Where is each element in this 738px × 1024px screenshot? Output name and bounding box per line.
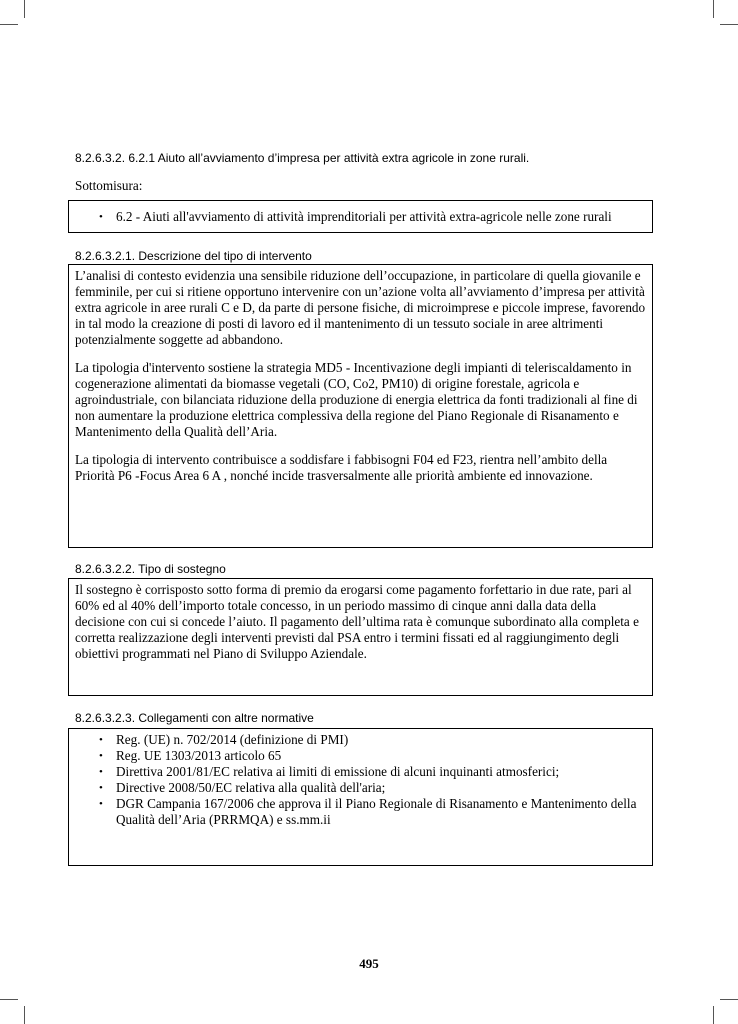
page-number: 495 bbox=[359, 956, 379, 971]
description-box bbox=[68, 264, 653, 548]
links-heading: 8.2.6.3.2.3. Collegamenti con altre normative bbox=[75, 711, 314, 725]
description-heading: 8.2.6.3.2.1. Descrizione del tipo di intervento bbox=[75, 249, 312, 263]
description-paragraph: La tipologia di intervento contribuisce a soddisfare i fabbisogni F04 ed F23, rientra nell’ambito della Priorità P6 -Focus Area 6 A , nonché incide trasversalmente alle priorità ambiente ed innovazione. bbox=[75, 452, 608, 483]
links-box bbox=[68, 728, 653, 866]
crop-mark bbox=[24, 1006, 25, 1024]
list-item: • DGR Campania 167/2006 che approva il il Piano Regionale di Risanamento e Mantenimento della Qualità dell’Aria (PRRMQA) e ss.mm.ii bbox=[99, 796, 637, 827]
support-heading: 8.2.6.3.2.2. Tipo di sostegno bbox=[75, 562, 226, 576]
bullet-icon: • bbox=[99, 766, 103, 778]
bullet-icon: • bbox=[99, 734, 103, 746]
list-item: • Direttiva 2001/81/EC relativa ai limiti di emissione di alcuni inquinanti atmosferici; bbox=[99, 764, 560, 779]
bullet-icon: • bbox=[99, 750, 103, 762]
crop-mark bbox=[0, 999, 18, 1000]
crop-mark bbox=[720, 999, 738, 1000]
submeasure-label: Sottomisura: bbox=[75, 178, 143, 193]
section-heading: 8.2.6.3.2. 6.2.1 Aiuto all’avviamento d’impresa per attività extra agricole in zone rurali. bbox=[75, 151, 530, 165]
list-item: • Directive 2008/50/EC relativa alla qualità dell'aria; bbox=[99, 780, 386, 795]
bullet-icon: • bbox=[99, 782, 103, 794]
list-item: • Reg. UE 1303/2013 articolo 65 bbox=[99, 748, 282, 763]
submeasure-box bbox=[68, 200, 653, 233]
crop-mark bbox=[713, 0, 714, 18]
bullet-icon: • bbox=[99, 798, 103, 810]
crop-mark bbox=[713, 1006, 714, 1024]
support-box bbox=[68, 578, 653, 696]
crop-mark bbox=[0, 24, 18, 25]
support-paragraph: Il sostegno è corrisposto sotto forma di premio da erogarsi come pagamento forfettario in due rate, pari al 60% ed al 40% dell’importo totale concesso, in un periodo massimo di cinque anni dalla data della decisione con cui si concede l’aiuto. Il pagamento dell’ultima rata è comunque subordinato alla completa e corretta realizzazione degli interventi previsti dal PSA entro i termini fissati ed al raggiungimento degli obiettivi programmati nel Piano di Sviluppo Aziendale. bbox=[75, 582, 639, 661]
crop-mark bbox=[720, 24, 738, 25]
description-paragraph: La tipologia d'intervento sostiene la strategia MD5 - Incentivazione degli impianti di teleriscaldamento in cogenerazione alimentati da biomasse vegetali (CO, Co2, PM10) di origine forestale, agricola e agroindustriale, con bilanciata riduzione della produzione di energia elettrica da fonti tradizionali al fine di non aumentare la produzione elettrica complessiva della regione del Piano Regionale di Risanamento e Mantenimento della Qualità dell’Aria. bbox=[75, 360, 638, 439]
crop-mark bbox=[24, 0, 25, 18]
bullet-icon: • bbox=[99, 211, 103, 223]
description-paragraph: L’analisi di contesto evidenzia una sensibile riduzione dell’occupazione, in particolare di quella giovanile e femminile, per cui si ritiene opportuno intervenire con un’azione volta all’avviamento d’impresa per attività extra agricole in aree rurali C e D, da parte di persone fisiche, di microimprese e piccole imprese, favorendo in tal modo la creazione di posti di lavoro ed il mantenimento di un tessuto sociale in aree altrimenti potenzialmente soggette ad abbandono. bbox=[75, 268, 646, 347]
list-item: • Reg. (UE) n. 702/2014 (definizione di PMI) bbox=[99, 732, 349, 747]
submeasure-item: • 6.2 - Aiuti all'avviamento di attività imprenditoriali per attività extra-agricole nelle zone rurali bbox=[99, 209, 612, 224]
